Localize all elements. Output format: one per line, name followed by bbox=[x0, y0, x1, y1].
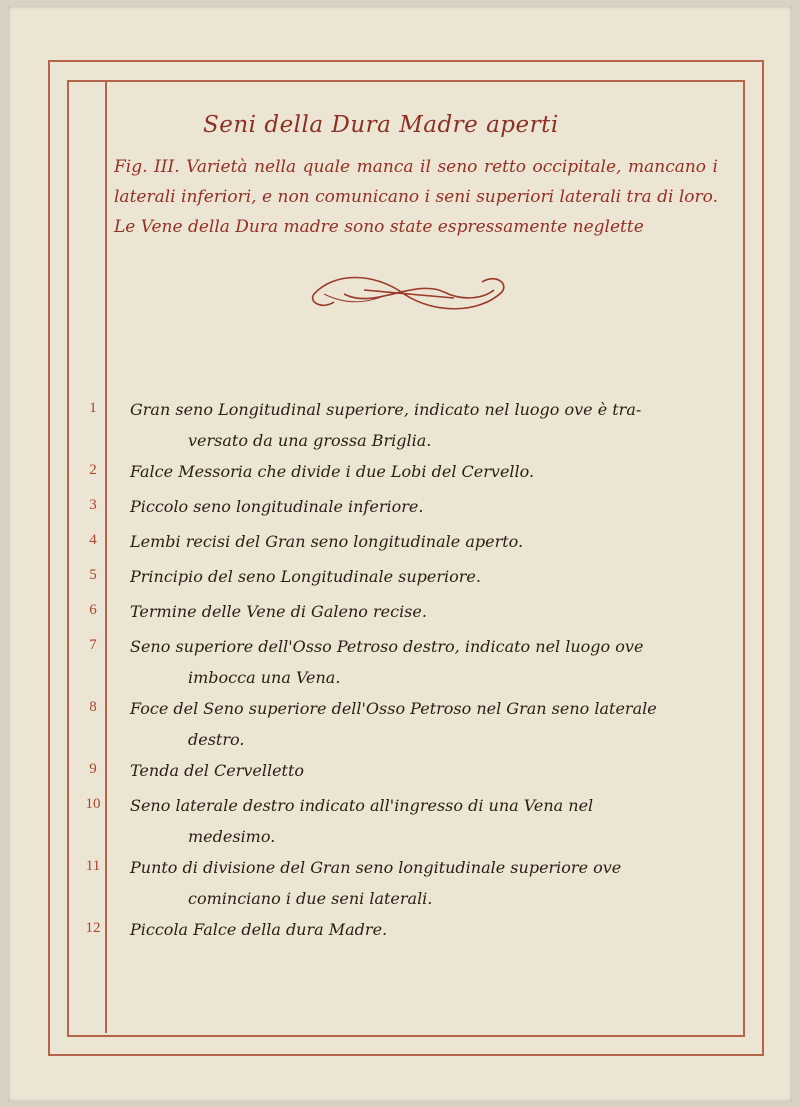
item-text: Gran seno Longitudinal superiore, indicato nel luogo ove è tra- bbox=[130, 400, 642, 419]
item-text: Falce Messoria che divide i due Lobi del Cervello. bbox=[130, 462, 535, 481]
item-text: Seno superiore dell'Osso Petroso destro, indicato nel luogo ove bbox=[130, 637, 644, 656]
item-text-cont: cominciano i due seni laterali. bbox=[188, 889, 433, 908]
list-item bbox=[78, 693, 718, 755]
manuscript-page bbox=[8, 6, 792, 1102]
item-text: Tenda del Cervelletto bbox=[130, 761, 305, 780]
list-item bbox=[78, 456, 718, 491]
item-number: 2 bbox=[89, 462, 97, 478]
list-item bbox=[78, 790, 718, 852]
item-text: Principio del seno Longitudinale superiore. bbox=[130, 567, 481, 586]
item-text: Foce del Seno superiore dell'Osso Petroso nel Gran seno laterale bbox=[130, 699, 657, 718]
item-text: Termine delle Vene di Galeno recise. bbox=[130, 602, 427, 621]
list-item bbox=[78, 755, 718, 790]
item-text-cont: versato da una grossa Briglia. bbox=[188, 431, 432, 450]
item-number: 10 bbox=[85, 796, 101, 812]
item-text: Piccola Falce della dura Madre. bbox=[130, 920, 388, 939]
item-number: 12 bbox=[85, 920, 101, 936]
item-number: 3 bbox=[89, 497, 97, 513]
item-text-cont: medesimo. bbox=[188, 827, 276, 846]
list-item bbox=[78, 914, 718, 949]
flourish-icon bbox=[304, 268, 514, 318]
item-number: 6 bbox=[89, 602, 97, 618]
item-text-cont: destro. bbox=[188, 730, 245, 749]
item-number: 8 bbox=[89, 699, 97, 715]
item-number: 7 bbox=[89, 637, 97, 653]
item-text: Lembi recisi del Gran seno longitudinale aperto. bbox=[130, 532, 524, 551]
page-title: Seni della Dura Madre aperti bbox=[203, 112, 559, 138]
item-number: 4 bbox=[89, 532, 97, 548]
item-number: 9 bbox=[89, 761, 97, 777]
list-item bbox=[78, 491, 718, 526]
list-item bbox=[78, 526, 718, 561]
item-number: 1 bbox=[89, 400, 97, 416]
list-item bbox=[78, 394, 718, 456]
item-text: Piccolo seno longitudinale inferiore. bbox=[130, 497, 424, 516]
list-item bbox=[78, 561, 718, 596]
item-text: Punto di divisione del Gran seno longitudinale superiore ove bbox=[130, 858, 622, 877]
item-number: 5 bbox=[89, 567, 97, 583]
item-number: 11 bbox=[85, 858, 101, 874]
list-item bbox=[78, 596, 718, 631]
list-item bbox=[78, 852, 718, 914]
figure-caption: Fig. III. Varietà nella quale manca il seno retto occipitale, mancano i laterali inferiori, e non comunicano i seni superiori laterali tra di loro. Le Vene della Dura madre sono state espressamente neglette bbox=[114, 157, 718, 237]
legend-list bbox=[78, 394, 718, 949]
list-item bbox=[78, 631, 718, 693]
item-text-cont: imbocca una Vena. bbox=[188, 668, 341, 687]
item-text: Seno laterale destro indicato all'ingresso di una Vena nel bbox=[130, 796, 594, 815]
